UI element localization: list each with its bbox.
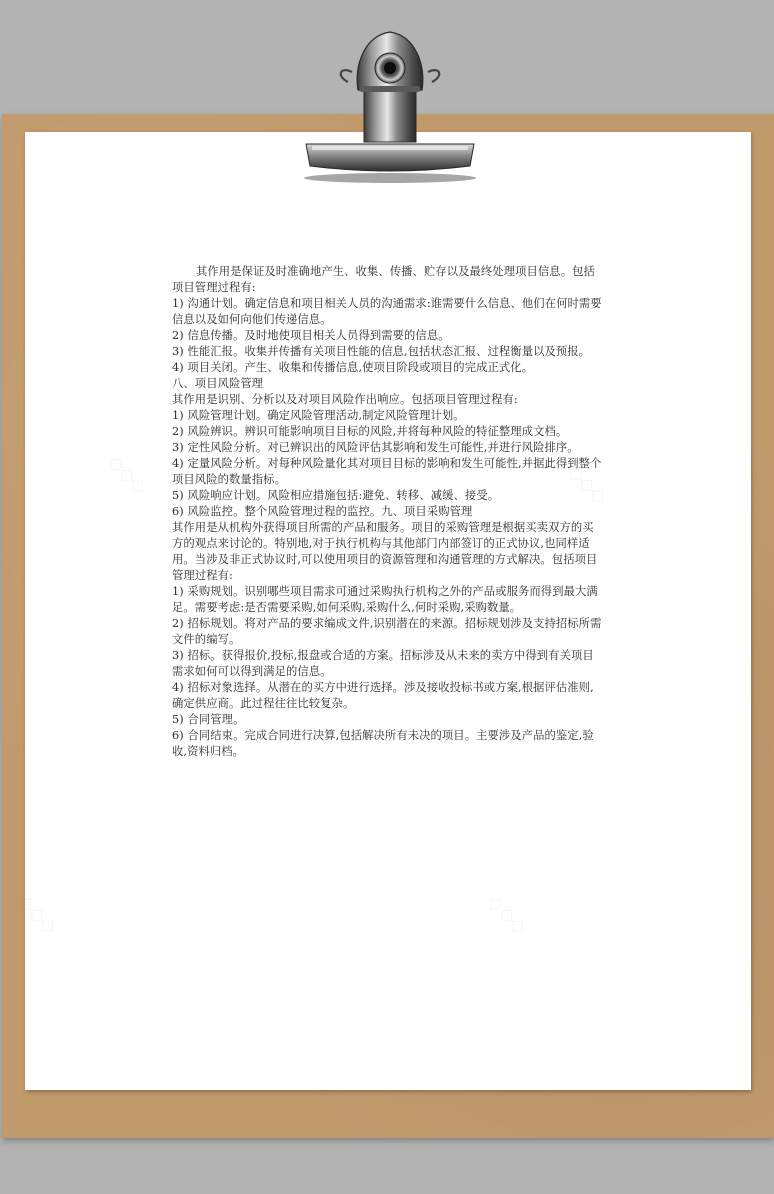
risk-item-4: 4) 定量风险分析。对每种风险量化其对项目目标的影响和发生可能性,并据此得到整个项目风险的数量指标。 (172, 457, 602, 486)
procurement-item-6: 6) 合同结束。完成合同进行决算,包括解决所有未决的项目。主要涉及产品的鉴定,验收,资料归档。 (172, 729, 594, 758)
risk-intro: 其作用是识别、分析以及对项目风险作出响应。包括项目管理过程有: (172, 393, 518, 406)
risk-item-5: 5) 风险响应计划。风险相应措施包括:避免、转移、减缓、接受。 (172, 489, 500, 502)
procurement-item-3: 3) 招标。获得报价,投标,报盘或合适的方案。招标涉及从未来的卖方中得到有关项目需求如何可以得到满足的信息。 (172, 649, 594, 678)
binder-clip-icon (290, 26, 490, 186)
comm-item-1: 1) 沟通计划。确定信息和项目相关人员的沟通需求:谁需要什么信息、他们在何时需要信息以及如何向他们传递信息。 (172, 297, 602, 326)
risk-item-6: 6) 风险监控。整个风险管理过程的监控。九、项目采购管理 (172, 505, 473, 518)
procurement-intro: 其作用是从机构外获得项目所需的产品和服务。项目的采购管理是根据买卖双方的买方的观点来讨论的。特别地,对于执行机构与其他部门内部签订的正式协议,也同样适用。当涉及非正式协议时,可以使用项目的资源管理和沟通管理的方式解决。包括项目管理过程有: (172, 521, 598, 582)
risk-item-3: 3) 定性风险分析。对已辨识出的风险评估其影响和发生可能性,并进行风险排序。 (172, 441, 579, 454)
procurement-item-2: 2) 招标规划。将对产品的要求编成文件,识别潜在的来源。招标规划涉及支持招标所需文件的编写。 (172, 617, 602, 646)
watermark-mark (103, 449, 153, 499)
risk-item-2: 2) 风险辨识。辨识可能影响项目目标的风险,并将每种风险的特征整理成文档。 (172, 425, 568, 438)
intro-paragraph: 其作用是保证及时准确地产生、收集、传播、贮存以及最终处理项目信息。包括项目管理过程有: (172, 265, 595, 294)
watermark-mark (483, 889, 533, 939)
comm-item-2: 2) 信息传播。及时地使项目相关人员得到需要的信息。 (172, 329, 450, 342)
document-body (172, 264, 604, 760)
risk-item-1: 1) 风险管理计划。确定风险管理活动,制定风险管理计划。 (172, 409, 465, 422)
comm-item-3: 3) 性能汇报。收集并传播有关项目性能的信息,包括状态汇报、过程衡量以及预报。 (172, 345, 591, 358)
procurement-item-4: 4) 招标对象选择。从潜在的买方中进行选择。涉及接收投标书或方案,根据评估准则,确定供应商。此过程往往比较复杂。 (172, 681, 594, 710)
risk-heading: 八、项目风险管理 (172, 377, 264, 390)
comm-item-4: 4) 项目关闭。产生、收集和传播信息,使项目阶段或项目的完成正式化。 (172, 361, 534, 374)
procurement-item-5: 5) 合同管理。 (172, 713, 245, 726)
procurement-item-1: 1) 采购规划。识别哪些项目需求可通过采购执行机构之外的产品或服务而得到最大满足。需要考虑:是否需要采购,如何采购,采购什么,何时采购,采购数量。 (172, 585, 598, 614)
